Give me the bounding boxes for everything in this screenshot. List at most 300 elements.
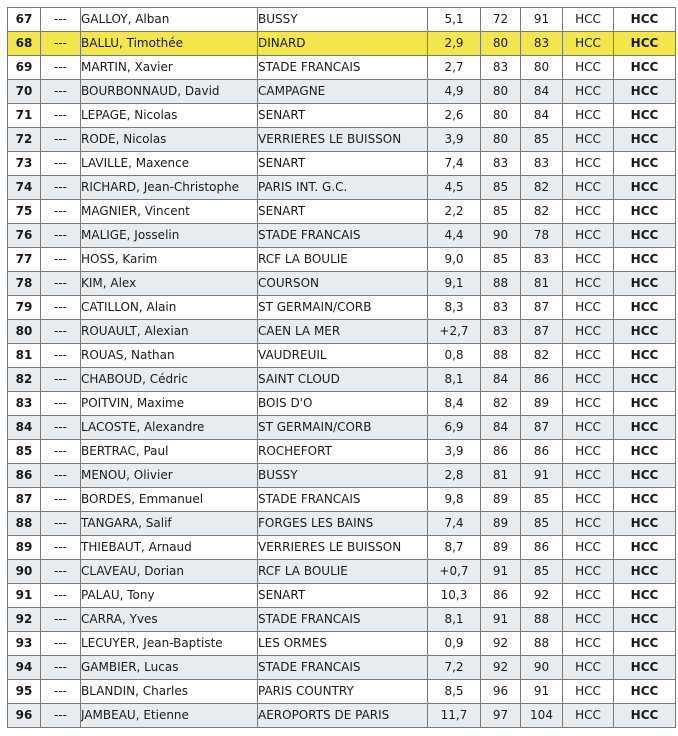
category-bold-cell: HCC <box>614 488 676 512</box>
table-row <box>8 488 676 512</box>
index-cell: 2,2 <box>428 200 481 224</box>
club-cell: DINARD <box>258 32 428 56</box>
club-cell: STADE FRANCAIS <box>258 608 428 632</box>
dash-cell: --- <box>41 392 81 416</box>
round1-score-cell: 84 <box>481 416 521 440</box>
club-cell: BUSSY <box>258 464 428 488</box>
dash-cell: --- <box>41 704 81 728</box>
table-row <box>8 536 676 560</box>
round1-score-cell: 72 <box>481 8 521 32</box>
table-row <box>8 344 676 368</box>
player-name-cell: MENOU, Olivier <box>81 464 258 488</box>
table-row <box>8 656 676 680</box>
club-cell: PARIS INT. G.C. <box>258 176 428 200</box>
category-cell: HCC <box>563 560 614 584</box>
table-row <box>8 464 676 488</box>
dash-cell: --- <box>41 272 81 296</box>
dash-cell: --- <box>41 176 81 200</box>
club-cell: RCF LA BOULIE <box>258 560 428 584</box>
category-cell: HCC <box>563 704 614 728</box>
table-row <box>8 224 676 248</box>
club-cell: STADE FRANCAIS <box>258 656 428 680</box>
category-cell: HCC <box>563 608 614 632</box>
round1-score-cell: 89 <box>481 536 521 560</box>
category-cell: HCC <box>563 272 614 296</box>
round2-score-cell: 78 <box>521 224 563 248</box>
index-cell: 7,4 <box>428 512 481 536</box>
table-row <box>8 704 676 728</box>
club-cell: STADE FRANCAIS <box>258 56 428 80</box>
category-cell: HCC <box>563 680 614 704</box>
club-cell: STADE FRANCAIS <box>258 224 428 248</box>
dash-cell: --- <box>41 224 81 248</box>
index-cell: 5,1 <box>428 8 481 32</box>
dash-cell: --- <box>41 320 81 344</box>
table-row <box>8 8 676 32</box>
category-bold-cell: HCC <box>614 464 676 488</box>
category-bold-cell: HCC <box>614 56 676 80</box>
table-row <box>8 392 676 416</box>
category-cell: HCC <box>563 176 614 200</box>
round2-score-cell: 80 <box>521 56 563 80</box>
round1-score-cell: 88 <box>481 272 521 296</box>
category-bold-cell: HCC <box>614 176 676 200</box>
category-cell: HCC <box>563 296 614 320</box>
player-name-cell: KIM, Alex <box>81 272 258 296</box>
club-cell: LES ORMES <box>258 632 428 656</box>
rank-cell: 71 <box>8 104 41 128</box>
index-cell: 7,4 <box>428 152 481 176</box>
club-cell: ST GERMAIN/CORB <box>258 296 428 320</box>
player-name-cell: MARTIN, Xavier <box>81 56 258 80</box>
club-cell: SENART <box>258 104 428 128</box>
category-bold-cell: HCC <box>614 512 676 536</box>
round2-score-cell: 87 <box>521 320 563 344</box>
table-row <box>8 128 676 152</box>
round2-score-cell: 88 <box>521 632 563 656</box>
round1-score-cell: 85 <box>481 248 521 272</box>
category-bold-cell: HCC <box>614 704 676 728</box>
index-cell: 8,5 <box>428 680 481 704</box>
club-cell: STADE FRANCAIS <box>258 488 428 512</box>
round2-score-cell: 85 <box>521 512 563 536</box>
category-bold-cell: HCC <box>614 200 676 224</box>
rank-cell: 67 <box>8 8 41 32</box>
player-name-cell: ROUAS, Nathan <box>81 344 258 368</box>
category-bold-cell: HCC <box>614 80 676 104</box>
round2-score-cell: 85 <box>521 560 563 584</box>
category-bold-cell: HCC <box>614 632 676 656</box>
round2-score-cell: 89 <box>521 392 563 416</box>
dash-cell: --- <box>41 104 81 128</box>
rank-cell: 87 <box>8 488 41 512</box>
player-name-cell: CLAVEAU, Dorian <box>81 560 258 584</box>
dash-cell: --- <box>41 200 81 224</box>
category-cell: HCC <box>563 104 614 128</box>
category-cell: HCC <box>563 344 614 368</box>
category-cell: HCC <box>563 224 614 248</box>
index-cell: +0,7 <box>428 560 481 584</box>
club-cell: SENART <box>258 584 428 608</box>
player-name-cell: BALLU, Timothée <box>81 32 258 56</box>
dash-cell: --- <box>41 656 81 680</box>
table-row <box>8 368 676 392</box>
table-row <box>8 104 676 128</box>
category-cell: HCC <box>563 512 614 536</box>
round1-score-cell: 83 <box>481 152 521 176</box>
player-name-cell: CHABOUD, Cédric <box>81 368 258 392</box>
player-name-cell: THIEBAUT, Arnaud <box>81 536 258 560</box>
rank-cell: 84 <box>8 416 41 440</box>
rank-cell: 70 <box>8 80 41 104</box>
index-cell: 9,0 <box>428 248 481 272</box>
dash-cell: --- <box>41 56 81 80</box>
category-bold-cell: HCC <box>614 368 676 392</box>
dash-cell: --- <box>41 584 81 608</box>
category-bold-cell: HCC <box>614 32 676 56</box>
table-row <box>8 560 676 584</box>
player-name-cell: RODE, Nicolas <box>81 128 258 152</box>
dash-cell: --- <box>41 80 81 104</box>
index-cell: 8,1 <box>428 608 481 632</box>
rank-cell: 72 <box>8 128 41 152</box>
round2-score-cell: 87 <box>521 296 563 320</box>
club-cell: SENART <box>258 152 428 176</box>
category-bold-cell: HCC <box>614 224 676 248</box>
category-bold-cell: HCC <box>614 104 676 128</box>
dash-cell: --- <box>41 128 81 152</box>
category-cell: HCC <box>563 8 614 32</box>
rank-cell: 96 <box>8 704 41 728</box>
index-cell: 9,1 <box>428 272 481 296</box>
round1-score-cell: 83 <box>481 320 521 344</box>
round1-score-cell: 80 <box>481 104 521 128</box>
category-bold-cell: HCC <box>614 272 676 296</box>
round2-score-cell: 83 <box>521 152 563 176</box>
table-row <box>8 416 676 440</box>
category-bold-cell: HCC <box>614 392 676 416</box>
player-name-cell: CATILLON, Alain <box>81 296 258 320</box>
round2-score-cell: 82 <box>521 200 563 224</box>
club-cell: CAEN LA MER <box>258 320 428 344</box>
round2-score-cell: 82 <box>521 176 563 200</box>
category-cell: HCC <box>563 56 614 80</box>
player-name-cell: BOURBONNAUD, David <box>81 80 258 104</box>
round1-score-cell: 83 <box>481 56 521 80</box>
category-cell: HCC <box>563 200 614 224</box>
index-cell: 8,3 <box>428 296 481 320</box>
rank-cell: 76 <box>8 224 41 248</box>
club-cell: BOIS D'O <box>258 392 428 416</box>
dash-cell: --- <box>41 560 81 584</box>
round1-score-cell: 85 <box>481 200 521 224</box>
player-name-cell: BERTRAC, Paul <box>81 440 258 464</box>
index-cell: 11,7 <box>428 704 481 728</box>
category-cell: HCC <box>563 32 614 56</box>
club-cell: VERRIERES LE BUISSON <box>258 536 428 560</box>
round1-score-cell: 86 <box>481 440 521 464</box>
round1-score-cell: 85 <box>481 176 521 200</box>
player-name-cell: POITVIN, Maxime <box>81 392 258 416</box>
round1-score-cell: 91 <box>481 608 521 632</box>
round2-score-cell: 85 <box>521 488 563 512</box>
club-cell: COURSON <box>258 272 428 296</box>
club-cell: SAINT CLOUD <box>258 368 428 392</box>
dash-cell: --- <box>41 344 81 368</box>
results-body <box>8 8 676 728</box>
category-cell: HCC <box>563 416 614 440</box>
index-cell: 0,8 <box>428 344 481 368</box>
round2-score-cell: 83 <box>521 32 563 56</box>
index-cell: 6,9 <box>428 416 481 440</box>
table-row <box>8 512 676 536</box>
round2-score-cell: 87 <box>521 416 563 440</box>
round1-score-cell: 83 <box>481 296 521 320</box>
club-cell: CAMPAGNE <box>258 80 428 104</box>
round1-score-cell: 92 <box>481 632 521 656</box>
category-cell: HCC <box>563 488 614 512</box>
player-name-cell: LAVILLE, Maxence <box>81 152 258 176</box>
category-cell: HCC <box>563 368 614 392</box>
club-cell: SENART <box>258 200 428 224</box>
index-cell: 8,1 <box>428 368 481 392</box>
category-bold-cell: HCC <box>614 560 676 584</box>
round1-score-cell: 80 <box>481 128 521 152</box>
rank-cell: 89 <box>8 536 41 560</box>
player-name-cell: BLANDIN, Charles <box>81 680 258 704</box>
club-cell: FORGES LES BAINS <box>258 512 428 536</box>
category-cell: HCC <box>563 128 614 152</box>
category-cell: HCC <box>563 152 614 176</box>
results-table-container <box>7 7 676 728</box>
player-name-cell: BORDES, Emmanuel <box>81 488 258 512</box>
round1-score-cell: 86 <box>481 584 521 608</box>
round2-score-cell: 86 <box>521 536 563 560</box>
player-name-cell: MALIGE, Josselin <box>81 224 258 248</box>
club-cell: ST GERMAIN/CORB <box>258 416 428 440</box>
rank-cell: 88 <box>8 512 41 536</box>
index-cell: 2,7 <box>428 56 481 80</box>
table-row <box>8 584 676 608</box>
round1-score-cell: 89 <box>481 488 521 512</box>
index-cell: 2,8 <box>428 464 481 488</box>
round2-score-cell: 91 <box>521 680 563 704</box>
rank-cell: 77 <box>8 248 41 272</box>
player-name-cell: CARRA, Yves <box>81 608 258 632</box>
category-cell: HCC <box>563 80 614 104</box>
category-cell: HCC <box>563 464 614 488</box>
table-row <box>8 320 676 344</box>
index-cell: 3,9 <box>428 440 481 464</box>
round1-score-cell: 81 <box>481 464 521 488</box>
player-name-cell: ROUAULT, Alexian <box>81 320 258 344</box>
player-name-cell: GAMBIER, Lucas <box>81 656 258 680</box>
rank-cell: 93 <box>8 632 41 656</box>
round1-score-cell: 92 <box>481 656 521 680</box>
rank-cell: 82 <box>8 368 41 392</box>
rank-cell: 83 <box>8 392 41 416</box>
round2-score-cell: 91 <box>521 8 563 32</box>
index-cell: 8,4 <box>428 392 481 416</box>
index-cell: 2,6 <box>428 104 481 128</box>
rank-cell: 90 <box>8 560 41 584</box>
club-cell: ROCHEFORT <box>258 440 428 464</box>
rank-cell: 69 <box>8 56 41 80</box>
category-bold-cell: HCC <box>614 344 676 368</box>
player-name-cell: LACOSTE, Alexandre <box>81 416 258 440</box>
dash-cell: --- <box>41 368 81 392</box>
dash-cell: --- <box>41 680 81 704</box>
table-row-highlighted <box>8 32 676 56</box>
category-bold-cell: HCC <box>614 656 676 680</box>
round2-score-cell: 88 <box>521 608 563 632</box>
category-bold-cell: HCC <box>614 152 676 176</box>
club-cell: VAUDREUIL <box>258 344 428 368</box>
round1-score-cell: 90 <box>481 224 521 248</box>
category-bold-cell: HCC <box>614 8 676 32</box>
table-row <box>8 248 676 272</box>
player-name-cell: MAGNIER, Vincent <box>81 200 258 224</box>
category-cell: HCC <box>563 440 614 464</box>
category-cell: HCC <box>563 392 614 416</box>
rank-cell: 86 <box>8 464 41 488</box>
dash-cell: --- <box>41 512 81 536</box>
round1-score-cell: 82 <box>481 392 521 416</box>
rank-cell: 91 <box>8 584 41 608</box>
category-bold-cell: HCC <box>614 320 676 344</box>
round2-score-cell: 86 <box>521 368 563 392</box>
round1-score-cell: 91 <box>481 560 521 584</box>
table-row <box>8 632 676 656</box>
player-name-cell: HOSS, Karim <box>81 248 258 272</box>
rank-cell: 95 <box>8 680 41 704</box>
dash-cell: --- <box>41 152 81 176</box>
results-table <box>7 7 676 728</box>
category-bold-cell: HCC <box>614 128 676 152</box>
rank-cell: 68 <box>8 32 41 56</box>
rank-cell: 78 <box>8 272 41 296</box>
category-bold-cell: HCC <box>614 248 676 272</box>
index-cell: 4,9 <box>428 80 481 104</box>
round2-score-cell: 104 <box>521 704 563 728</box>
category-cell: HCC <box>563 536 614 560</box>
round1-score-cell: 88 <box>481 344 521 368</box>
table-row <box>8 680 676 704</box>
round1-score-cell: 97 <box>481 704 521 728</box>
player-name-cell: LECUYER, Jean-Baptiste <box>81 632 258 656</box>
table-row <box>8 80 676 104</box>
round1-score-cell: 84 <box>481 368 521 392</box>
category-cell: HCC <box>563 656 614 680</box>
table-row <box>8 200 676 224</box>
index-cell: 10,3 <box>428 584 481 608</box>
round1-score-cell: 96 <box>481 680 521 704</box>
index-cell: 8,7 <box>428 536 481 560</box>
round2-score-cell: 83 <box>521 248 563 272</box>
rank-cell: 75 <box>8 200 41 224</box>
rank-cell: 73 <box>8 152 41 176</box>
club-cell: PARIS COUNTRY <box>258 680 428 704</box>
index-cell: 2,9 <box>428 32 481 56</box>
round2-score-cell: 91 <box>521 464 563 488</box>
index-cell: 3,9 <box>428 128 481 152</box>
round1-score-cell: 80 <box>481 32 521 56</box>
round1-score-cell: 80 <box>481 80 521 104</box>
index-cell: +2,7 <box>428 320 481 344</box>
table-row <box>8 176 676 200</box>
index-cell: 4,5 <box>428 176 481 200</box>
rank-cell: 94 <box>8 656 41 680</box>
player-name-cell: TANGARA, Salif <box>81 512 258 536</box>
round2-score-cell: 90 <box>521 656 563 680</box>
dash-cell: --- <box>41 248 81 272</box>
club-cell: AEROPORTS DE PARIS <box>258 704 428 728</box>
table-row <box>8 152 676 176</box>
index-cell: 9,8 <box>428 488 481 512</box>
rank-cell: 92 <box>8 608 41 632</box>
category-bold-cell: HCC <box>614 608 676 632</box>
category-cell: HCC <box>563 584 614 608</box>
category-bold-cell: HCC <box>614 584 676 608</box>
category-cell: HCC <box>563 320 614 344</box>
index-cell: 7,2 <box>428 656 481 680</box>
player-name-cell: RICHARD, Jean-Christophe <box>81 176 258 200</box>
dash-cell: --- <box>41 488 81 512</box>
dash-cell: --- <box>41 632 81 656</box>
table-row <box>8 56 676 80</box>
player-name-cell: PALAU, Tony <box>81 584 258 608</box>
category-bold-cell: HCC <box>614 296 676 320</box>
round2-score-cell: 84 <box>521 104 563 128</box>
dash-cell: --- <box>41 608 81 632</box>
table-row <box>8 296 676 320</box>
category-cell: HCC <box>563 248 614 272</box>
dash-cell: --- <box>41 464 81 488</box>
rank-cell: 74 <box>8 176 41 200</box>
dash-cell: --- <box>41 536 81 560</box>
category-cell: HCC <box>563 632 614 656</box>
rank-cell: 79 <box>8 296 41 320</box>
rank-cell: 85 <box>8 440 41 464</box>
category-bold-cell: HCC <box>614 416 676 440</box>
round1-score-cell: 89 <box>481 512 521 536</box>
table-row <box>8 272 676 296</box>
club-cell: VERRIERES LE BUISSON <box>258 128 428 152</box>
dash-cell: --- <box>41 8 81 32</box>
dash-cell: --- <box>41 32 81 56</box>
round2-score-cell: 85 <box>521 128 563 152</box>
round2-score-cell: 81 <box>521 272 563 296</box>
dash-cell: --- <box>41 416 81 440</box>
dash-cell: --- <box>41 296 81 320</box>
round2-score-cell: 86 <box>521 440 563 464</box>
round2-score-cell: 92 <box>521 584 563 608</box>
table-row <box>8 608 676 632</box>
player-name-cell: LEPAGE, Nicolas <box>81 104 258 128</box>
category-bold-cell: HCC <box>614 440 676 464</box>
index-cell: 4,4 <box>428 224 481 248</box>
round2-score-cell: 84 <box>521 80 563 104</box>
round2-score-cell: 82 <box>521 344 563 368</box>
category-bold-cell: HCC <box>614 680 676 704</box>
rank-cell: 81 <box>8 344 41 368</box>
club-cell: BUSSY <box>258 8 428 32</box>
rank-cell: 80 <box>8 320 41 344</box>
table-row <box>8 440 676 464</box>
club-cell: RCF LA BOULIE <box>258 248 428 272</box>
index-cell: 0,9 <box>428 632 481 656</box>
player-name-cell: JAMBEAU, Etienne <box>81 704 258 728</box>
